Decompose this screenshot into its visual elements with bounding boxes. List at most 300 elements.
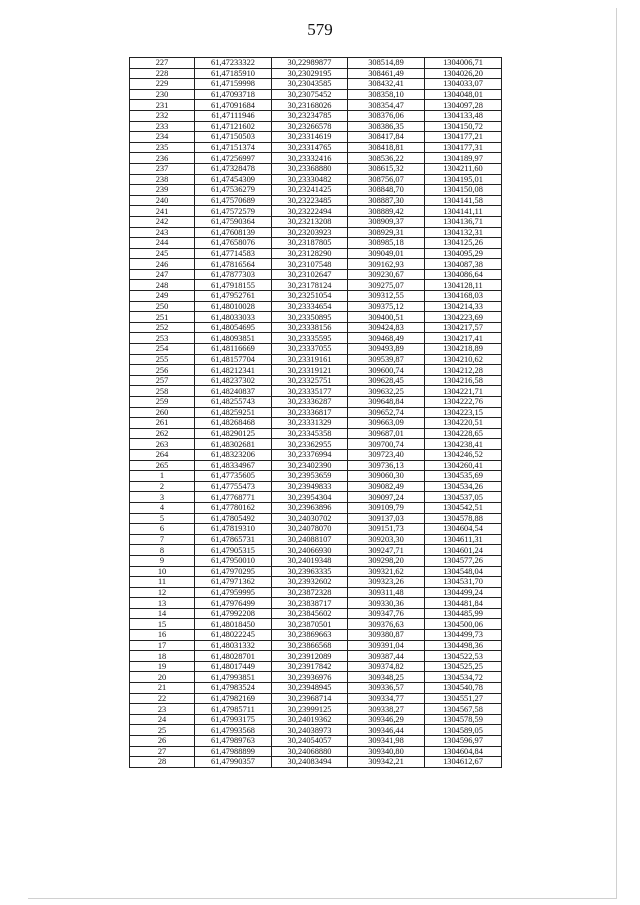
- point-number-cell: 27: [130, 746, 195, 757]
- y-coordinate-cell: 1304534,26: [425, 481, 502, 492]
- longitude-cell: 30,24019362: [272, 714, 348, 725]
- table-row: [130, 534, 502, 545]
- latitude-cell: 61,47151374: [195, 142, 272, 153]
- x-coordinate-cell: 309097,24: [348, 492, 425, 503]
- latitude-cell: 61,47989763: [195, 736, 272, 747]
- latitude-cell: 61,47993851: [195, 672, 272, 683]
- latitude-cell: 61,48237302: [195, 375, 272, 386]
- y-coordinate-cell: 1304578,88: [425, 513, 502, 524]
- x-coordinate-cell: 309493,89: [348, 344, 425, 355]
- x-coordinate-cell: 308909,37: [348, 216, 425, 227]
- point-number-cell: 227: [130, 58, 195, 69]
- x-coordinate-cell: 309298,20: [348, 555, 425, 566]
- x-coordinate-cell: 309652,74: [348, 407, 425, 418]
- longitude-cell: 30,23168026: [272, 100, 348, 111]
- longitude-cell: 30,23128290: [272, 248, 348, 259]
- longitude-cell: 30,23251054: [272, 291, 348, 302]
- longitude-cell: 30,23912089: [272, 651, 348, 662]
- longitude-cell: 30,23337055: [272, 344, 348, 355]
- y-coordinate-cell: 1304214,33: [425, 301, 502, 312]
- table-row: [130, 375, 502, 386]
- y-coordinate-cell: 1304612,67: [425, 757, 502, 768]
- point-number-cell: 3: [130, 492, 195, 503]
- latitude-cell: 61,47877303: [195, 269, 272, 280]
- y-coordinate-cell: 1304601,24: [425, 545, 502, 556]
- x-coordinate-cell: 309736,13: [348, 460, 425, 471]
- x-coordinate-cell: 308985,18: [348, 238, 425, 249]
- x-coordinate-cell: 309151,73: [348, 524, 425, 535]
- longitude-cell: 30,23223485: [272, 195, 348, 206]
- point-number-cell: 240: [130, 195, 195, 206]
- x-coordinate-cell: 309336,57: [348, 683, 425, 694]
- point-number-cell: 21: [130, 683, 195, 694]
- y-coordinate-cell: 1304578,59: [425, 714, 502, 725]
- point-number-cell: 243: [130, 227, 195, 238]
- point-number-cell: 9: [130, 555, 195, 566]
- point-number-cell: 15: [130, 619, 195, 630]
- longitude-cell: 30,24030702: [272, 513, 348, 524]
- y-coordinate-cell: 1304525,25: [425, 661, 502, 672]
- table-row: [130, 142, 502, 153]
- x-coordinate-cell: 309346,29: [348, 714, 425, 725]
- longitude-cell: 30,23999125: [272, 704, 348, 715]
- longitude-cell: 30,23336287: [272, 397, 348, 408]
- longitude-cell: 30,23376994: [272, 449, 348, 460]
- longitude-cell: 30,23954304: [272, 492, 348, 503]
- x-coordinate-cell: 309247,71: [348, 545, 425, 556]
- x-coordinate-cell: 308756,07: [348, 174, 425, 185]
- longitude-cell: 30,23314619: [272, 132, 348, 143]
- latitude-cell: 61,47111946: [195, 110, 272, 121]
- point-number-cell: 230: [130, 89, 195, 100]
- longitude-cell: 30,23319161: [272, 354, 348, 365]
- y-coordinate-cell: 1304097,28: [425, 100, 502, 111]
- table-row: [130, 386, 502, 397]
- point-number-cell: 249: [130, 291, 195, 302]
- y-coordinate-cell: 1304087,38: [425, 259, 502, 270]
- latitude-cell: 61,47950010: [195, 555, 272, 566]
- table-row: [130, 238, 502, 249]
- latitude-cell: 61,47865731: [195, 534, 272, 545]
- latitude-cell: 61,48017449: [195, 661, 272, 672]
- y-coordinate-cell: 1304189,97: [425, 153, 502, 164]
- table-row: [130, 630, 502, 641]
- table-row: [130, 418, 502, 429]
- y-coordinate-cell: 1304168,03: [425, 291, 502, 302]
- y-coordinate-cell: 1304535,69: [425, 471, 502, 482]
- x-coordinate-cell: 309330,36: [348, 598, 425, 609]
- y-coordinate-cell: 1304589,05: [425, 725, 502, 736]
- table-row: [130, 757, 502, 768]
- longitude-cell: 30,23968714: [272, 693, 348, 704]
- x-coordinate-cell: 308376,06: [348, 110, 425, 121]
- point-number-cell: 13: [130, 598, 195, 609]
- table-row: [130, 365, 502, 376]
- table-row: [130, 174, 502, 185]
- table-row: [130, 640, 502, 651]
- table-row: [130, 407, 502, 418]
- longitude-cell: 30,23203923: [272, 227, 348, 238]
- latitude-cell: 61,48116669: [195, 344, 272, 355]
- x-coordinate-cell: 309109,79: [348, 502, 425, 513]
- latitude-cell: 61,47159998: [195, 79, 272, 90]
- point-number-cell: 28: [130, 757, 195, 768]
- longitude-cell: 30,23936976: [272, 672, 348, 683]
- x-coordinate-cell: 309375,12: [348, 301, 425, 312]
- x-coordinate-cell: 309275,07: [348, 280, 425, 291]
- longitude-cell: 30,23917842: [272, 661, 348, 672]
- y-coordinate-cell: 1304540,78: [425, 683, 502, 694]
- y-coordinate-cell: 1304223,15: [425, 407, 502, 418]
- table-row: [130, 354, 502, 365]
- table-row: [130, 439, 502, 450]
- longitude-cell: 30,24078070: [272, 524, 348, 535]
- table-row: [130, 397, 502, 408]
- x-coordinate-cell: 309334,77: [348, 693, 425, 704]
- x-coordinate-cell: 309342,21: [348, 757, 425, 768]
- x-coordinate-cell: 309387,44: [348, 651, 425, 662]
- x-coordinate-cell: 308354,47: [348, 100, 425, 111]
- longitude-cell: 30,24038973: [272, 725, 348, 736]
- x-coordinate-cell: 308887,30: [348, 195, 425, 206]
- longitude-cell: 30,23870501: [272, 619, 348, 630]
- point-number-cell: 14: [130, 608, 195, 619]
- point-number-cell: 4: [130, 502, 195, 513]
- latitude-cell: 61,47971362: [195, 577, 272, 588]
- x-coordinate-cell: 308929,31: [348, 227, 425, 238]
- longitude-cell: 30,23107548: [272, 259, 348, 270]
- y-coordinate-cell: 1304217,57: [425, 322, 502, 333]
- y-coordinate-cell: 1304086,64: [425, 269, 502, 280]
- y-coordinate-cell: 1304499,73: [425, 630, 502, 641]
- x-coordinate-cell: 309137,03: [348, 513, 425, 524]
- table-row: [130, 714, 502, 725]
- table-row: [130, 121, 502, 132]
- latitude-cell: 61,47988899: [195, 746, 272, 757]
- x-coordinate-cell: 308358,10: [348, 89, 425, 100]
- table-row: [130, 344, 502, 355]
- x-coordinate-cell: 309376,63: [348, 619, 425, 630]
- table-row: [130, 110, 502, 121]
- y-coordinate-cell: 1304481,84: [425, 598, 502, 609]
- longitude-cell: 30,23335595: [272, 333, 348, 344]
- y-coordinate-cell: 1304238,41: [425, 439, 502, 450]
- point-number-cell: 24: [130, 714, 195, 725]
- y-coordinate-cell: 1304260,41: [425, 460, 502, 471]
- point-number-cell: 258: [130, 386, 195, 397]
- latitude-cell: 61,47768771: [195, 492, 272, 503]
- x-coordinate-cell: 309632,25: [348, 386, 425, 397]
- point-number-cell: 8: [130, 545, 195, 556]
- y-coordinate-cell: 1304551,27: [425, 693, 502, 704]
- x-coordinate-cell: 309321,62: [348, 566, 425, 577]
- longitude-cell: 30,24083494: [272, 757, 348, 768]
- x-coordinate-cell: 308418,81: [348, 142, 425, 153]
- y-coordinate-cell: 1304537,05: [425, 492, 502, 503]
- x-coordinate-cell: 309374,82: [348, 661, 425, 672]
- longitude-cell: 30,23869663: [272, 630, 348, 641]
- x-coordinate-cell: 309391,04: [348, 640, 425, 651]
- longitude-cell: 30,23043585: [272, 79, 348, 90]
- point-number-cell: 262: [130, 428, 195, 439]
- table-row: [130, 280, 502, 291]
- table-row: [130, 683, 502, 694]
- latitude-cell: 61,47233322: [195, 58, 272, 69]
- latitude-cell: 61,47983524: [195, 683, 272, 694]
- point-number-cell: 244: [130, 238, 195, 249]
- y-coordinate-cell: 1304006,71: [425, 58, 502, 69]
- x-coordinate-cell: 308615,32: [348, 163, 425, 174]
- y-coordinate-cell: 1304133,48: [425, 110, 502, 121]
- longitude-cell: 30,23178124: [272, 280, 348, 291]
- table-row: [130, 566, 502, 577]
- point-number-cell: 235: [130, 142, 195, 153]
- latitude-cell: 61,47256997: [195, 153, 272, 164]
- longitude-cell: 30,24019348: [272, 555, 348, 566]
- x-coordinate-cell: 309341,98: [348, 736, 425, 747]
- longitude-cell: 30,23266578: [272, 121, 348, 132]
- latitude-cell: 61,47970295: [195, 566, 272, 577]
- point-number-cell: 265: [130, 460, 195, 471]
- table-row: [130, 661, 502, 672]
- table-row: [130, 460, 502, 471]
- point-number-cell: 248: [130, 280, 195, 291]
- latitude-cell: 61,47150503: [195, 132, 272, 143]
- latitude-cell: 61,47918155: [195, 280, 272, 291]
- latitude-cell: 61,47735605: [195, 471, 272, 482]
- table-row: [130, 259, 502, 270]
- latitude-cell: 61,47185910: [195, 68, 272, 79]
- y-coordinate-cell: 1304150,08: [425, 185, 502, 196]
- table-row: [130, 587, 502, 598]
- table-row: [130, 545, 502, 556]
- table-row: [130, 481, 502, 492]
- point-number-cell: 259: [130, 397, 195, 408]
- longitude-cell: 30,23314765: [272, 142, 348, 153]
- latitude-cell: 61,48031332: [195, 640, 272, 651]
- y-coordinate-cell: 1304500,06: [425, 619, 502, 630]
- latitude-cell: 61,47608139: [195, 227, 272, 238]
- table-row: [130, 619, 502, 630]
- latitude-cell: 61,47990357: [195, 757, 272, 768]
- table-row: [130, 471, 502, 482]
- x-coordinate-cell: 308386,35: [348, 121, 425, 132]
- point-number-cell: 238: [130, 174, 195, 185]
- longitude-cell: 30,23949833: [272, 481, 348, 492]
- table-row: [130, 195, 502, 206]
- longitude-cell: 30,22989877: [272, 58, 348, 69]
- longitude-cell: 30,23334654: [272, 301, 348, 312]
- longitude-cell: 30,23029195: [272, 68, 348, 79]
- y-coordinate-cell: 1304177,31: [425, 142, 502, 153]
- latitude-cell: 61,48334967: [195, 460, 272, 471]
- latitude-cell: 61,47992208: [195, 608, 272, 619]
- point-number-cell: 20: [130, 672, 195, 683]
- latitude-cell: 61,48028701: [195, 651, 272, 662]
- x-coordinate-cell: 309162,93: [348, 259, 425, 270]
- point-number-cell: 232: [130, 110, 195, 121]
- point-number-cell: 18: [130, 651, 195, 662]
- x-coordinate-cell: 308417,84: [348, 132, 425, 143]
- x-coordinate-cell: 309628,45: [348, 375, 425, 386]
- latitude-cell: 61,47570689: [195, 195, 272, 206]
- point-number-cell: 253: [130, 333, 195, 344]
- longitude-cell: 30,23234785: [272, 110, 348, 121]
- latitude-cell: 61,48010028: [195, 301, 272, 312]
- y-coordinate-cell: 1304246,52: [425, 449, 502, 460]
- latitude-cell: 61,48259251: [195, 407, 272, 418]
- table-row: [130, 132, 502, 143]
- point-number-cell: 236: [130, 153, 195, 164]
- point-number-cell: 256: [130, 365, 195, 376]
- x-coordinate-cell: 308848,70: [348, 185, 425, 196]
- point-number-cell: 237: [130, 163, 195, 174]
- point-number-cell: 242: [130, 216, 195, 227]
- table-row: [130, 577, 502, 588]
- point-number-cell: 22: [130, 693, 195, 704]
- latitude-cell: 61,47993568: [195, 725, 272, 736]
- point-number-cell: 255: [130, 354, 195, 365]
- latitude-cell: 61,48033033: [195, 312, 272, 323]
- table-row: [130, 672, 502, 683]
- y-coordinate-cell: 1304177,21: [425, 132, 502, 143]
- longitude-cell: 30,23330482: [272, 174, 348, 185]
- table-row: [130, 301, 502, 312]
- table-row: [130, 502, 502, 513]
- point-number-cell: 251: [130, 312, 195, 323]
- point-number-cell: 247: [130, 269, 195, 280]
- table-row: [130, 693, 502, 704]
- table-row: [130, 333, 502, 344]
- x-coordinate-cell: 309687,01: [348, 428, 425, 439]
- y-coordinate-cell: 1304604,84: [425, 746, 502, 757]
- y-coordinate-cell: 1304531,70: [425, 577, 502, 588]
- point-number-cell: 245: [130, 248, 195, 259]
- x-coordinate-cell: 309230,67: [348, 269, 425, 280]
- table-row: [130, 206, 502, 217]
- point-number-cell: 2: [130, 481, 195, 492]
- table-row: [130, 153, 502, 164]
- y-coordinate-cell: 1304499,24: [425, 587, 502, 598]
- y-coordinate-cell: 1304548,04: [425, 566, 502, 577]
- y-coordinate-cell: 1304611,31: [425, 534, 502, 545]
- point-number-cell: 260: [130, 407, 195, 418]
- y-coordinate-cell: 1304220,51: [425, 418, 502, 429]
- x-coordinate-cell: 309700,74: [348, 439, 425, 450]
- latitude-cell: 61,47454309: [195, 174, 272, 185]
- x-coordinate-cell: 309311,48: [348, 587, 425, 598]
- point-number-cell: 231: [130, 100, 195, 111]
- y-coordinate-cell: 1304026,20: [425, 68, 502, 79]
- point-number-cell: 26: [130, 736, 195, 747]
- latitude-cell: 61,48212341: [195, 365, 272, 376]
- y-coordinate-cell: 1304095,29: [425, 248, 502, 259]
- x-coordinate-cell: 309340,80: [348, 746, 425, 757]
- table-row: [130, 216, 502, 227]
- table-row: [130, 428, 502, 439]
- coordinates-table-body: [130, 58, 502, 768]
- x-coordinate-cell: 309347,76: [348, 608, 425, 619]
- longitude-cell: 30,23187805: [272, 238, 348, 249]
- latitude-cell: 61,47805492: [195, 513, 272, 524]
- table-row: [130, 513, 502, 524]
- table-row: [130, 736, 502, 747]
- table-row: [130, 291, 502, 302]
- longitude-cell: 30,23332416: [272, 153, 348, 164]
- latitude-cell: 61,47328478: [195, 163, 272, 174]
- latitude-cell: 61,47905315: [195, 545, 272, 556]
- latitude-cell: 61,47714583: [195, 248, 272, 259]
- point-number-cell: 19: [130, 661, 195, 672]
- table-row: [130, 185, 502, 196]
- longitude-cell: 30,23368880: [272, 163, 348, 174]
- table-row: [130, 492, 502, 503]
- longitude-cell: 30,23345358: [272, 428, 348, 439]
- point-number-cell: 246: [130, 259, 195, 270]
- y-coordinate-cell: 1304567,58: [425, 704, 502, 715]
- point-number-cell: 5: [130, 513, 195, 524]
- latitude-cell: 61,47816564: [195, 259, 272, 270]
- point-number-cell: 250: [130, 301, 195, 312]
- longitude-cell: 30,24066930: [272, 545, 348, 556]
- y-coordinate-cell: 1304221,71: [425, 386, 502, 397]
- latitude-cell: 61,47952761: [195, 291, 272, 302]
- y-coordinate-cell: 1304048,01: [425, 89, 502, 100]
- y-coordinate-cell: 1304136,71: [425, 216, 502, 227]
- longitude-cell: 30,23241425: [272, 185, 348, 196]
- x-coordinate-cell: 309323,26: [348, 577, 425, 588]
- longitude-cell: 30,23362955: [272, 439, 348, 450]
- point-number-cell: 7: [130, 534, 195, 545]
- latitude-cell: 61,47658076: [195, 238, 272, 249]
- longitude-cell: 30,23075452: [272, 89, 348, 100]
- longitude-cell: 30,23319121: [272, 365, 348, 376]
- point-number-cell: 233: [130, 121, 195, 132]
- x-coordinate-cell: 309424,83: [348, 322, 425, 333]
- longitude-cell: 30,23953659: [272, 471, 348, 482]
- x-coordinate-cell: 309082,49: [348, 481, 425, 492]
- table-row: [130, 163, 502, 174]
- latitude-cell: 61,47093718: [195, 89, 272, 100]
- longitude-cell: 30,23336817: [272, 407, 348, 418]
- latitude-cell: 61,47755473: [195, 481, 272, 492]
- longitude-cell: 30,23222494: [272, 206, 348, 217]
- point-number-cell: 1: [130, 471, 195, 482]
- x-coordinate-cell: 309600,74: [348, 365, 425, 376]
- x-coordinate-cell: 308514,89: [348, 58, 425, 69]
- point-number-cell: 25: [130, 725, 195, 736]
- longitude-cell: 30,23331329: [272, 418, 348, 429]
- longitude-cell: 30,24054057: [272, 736, 348, 747]
- point-number-cell: 252: [130, 322, 195, 333]
- longitude-cell: 30,23872328: [272, 587, 348, 598]
- longitude-cell: 30,23338156: [272, 322, 348, 333]
- longitude-cell: 30,23932602: [272, 577, 348, 588]
- table-row: [130, 704, 502, 715]
- longitude-cell: 30,23838717: [272, 598, 348, 609]
- longitude-cell: 30,23402390: [272, 460, 348, 471]
- coordinates-table: [129, 57, 502, 768]
- table-row: [130, 322, 502, 333]
- latitude-cell: 61,48240837: [195, 386, 272, 397]
- y-coordinate-cell: 1304222,76: [425, 397, 502, 408]
- point-number-cell: 234: [130, 132, 195, 143]
- longitude-cell: 30,23325751: [272, 375, 348, 386]
- table-row: [130, 746, 502, 757]
- x-coordinate-cell: 309663,09: [348, 418, 425, 429]
- x-coordinate-cell: 309380,87: [348, 630, 425, 641]
- longitude-cell: 30,23845602: [272, 608, 348, 619]
